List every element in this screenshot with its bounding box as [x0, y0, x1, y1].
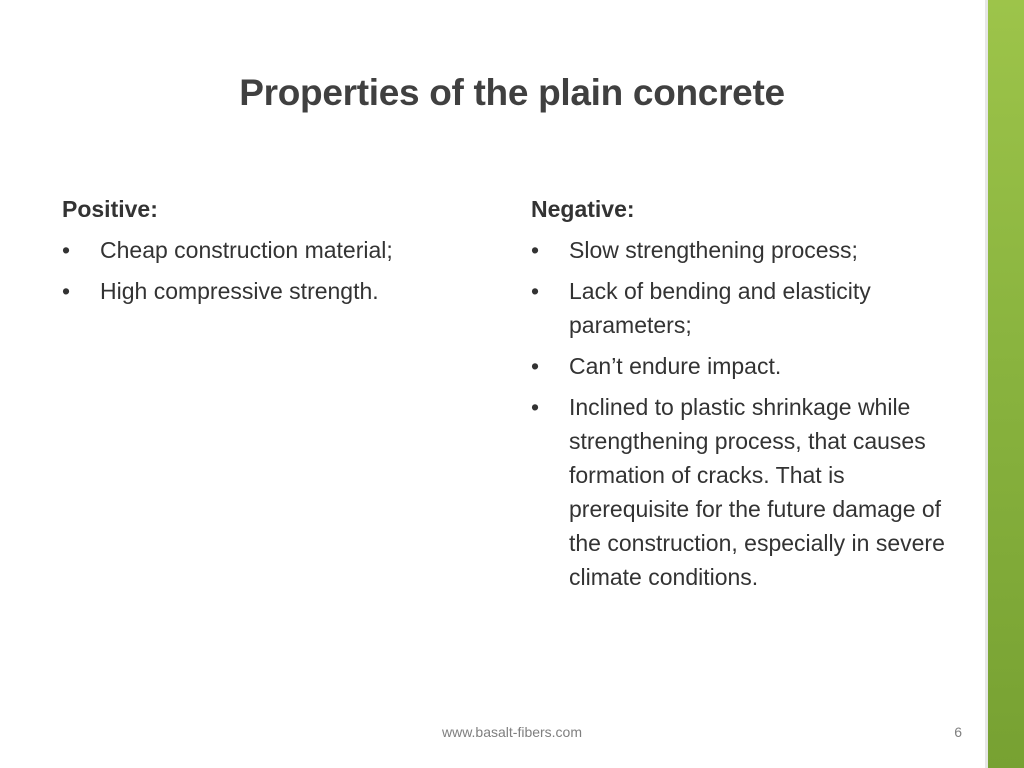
list-item-text: Slow strengthening process;: [569, 237, 858, 263]
list-item-text: Inclined to plastic shrinkage while strengthening process, that causes formation of cracks. That is prerequisite for the future damage of the construction, especially in severe climate conditions.: [569, 394, 945, 590]
negative-column: [531, 192, 971, 601]
list-item-text: Lack of bending and elasticity parameters;: [569, 278, 871, 338]
bullet-icon: •: [531, 278, 540, 304]
negative-list: [531, 233, 971, 594]
bullet-icon: •: [531, 394, 540, 420]
slide-title: Properties of the plain concrete: [239, 72, 785, 113]
list-item-text: Cheap construction material;: [100, 237, 393, 263]
list-item: [531, 233, 971, 267]
list-item: [62, 274, 482, 308]
list-item: [62, 233, 482, 267]
bullet-icon: •: [531, 237, 540, 263]
list-item-text: High compressive strength.: [100, 278, 379, 304]
list-item: [531, 390, 971, 594]
positive-list: [62, 233, 482, 308]
footer-url: www.basalt-fibers.com: [441, 724, 583, 740]
bullet-icon: •: [62, 237, 71, 263]
green-accent-bar: [988, 0, 1024, 768]
list-item: [531, 349, 971, 383]
positive-column: [62, 192, 482, 315]
bullet-icon: •: [62, 278, 71, 304]
list-item-text: Can’t endure impact.: [569, 353, 782, 379]
bullet-icon: •: [531, 353, 540, 379]
page-number: 6: [954, 724, 962, 740]
list-item: [531, 274, 971, 342]
negative-heading: Negative:: [531, 196, 635, 222]
positive-heading: Positive:: [62, 196, 158, 222]
